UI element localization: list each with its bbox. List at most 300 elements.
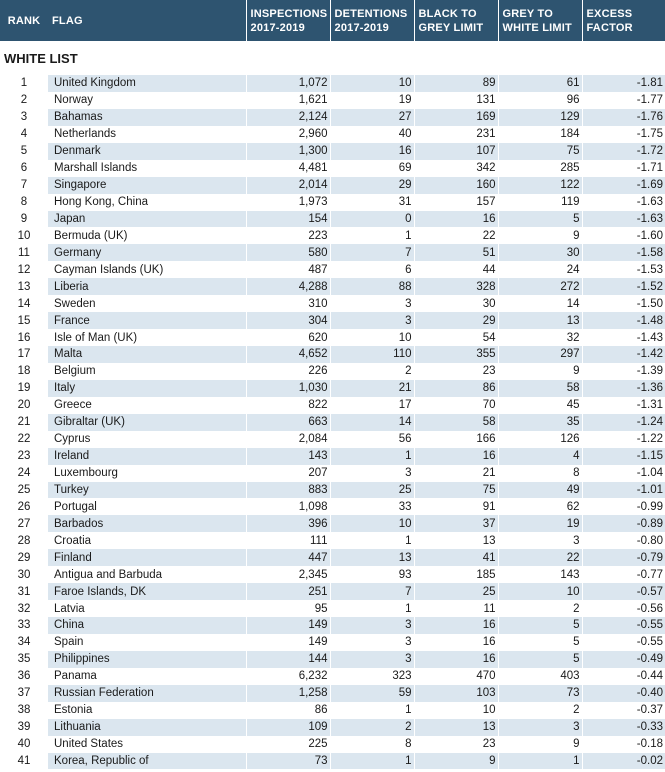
rank-cell: 38	[0, 702, 48, 719]
table-row	[0, 261, 665, 278]
grey-to-white-cell: 2	[498, 600, 582, 617]
inspections-cell: 822	[246, 397, 330, 414]
black-to-grey-cell: 16	[414, 211, 498, 228]
grey-to-white-cell: 119	[498, 194, 582, 211]
inspections-cell: 1,973	[246, 194, 330, 211]
inspections-cell: 487	[246, 261, 330, 278]
black-to-grey-cell: 160	[414, 177, 498, 194]
header-detentions-line1: DETENTIONS	[334, 7, 408, 20]
excess-factor-cell: -1.31	[582, 397, 665, 414]
grey-to-white-cell: 73	[498, 685, 582, 702]
detentions-cell: 29	[330, 177, 414, 194]
grey-to-white-cell: 19	[498, 515, 582, 532]
black-to-grey-cell: 16	[414, 651, 498, 668]
excess-factor-cell: -1.77	[582, 92, 665, 109]
table-row	[0, 736, 665, 753]
grey-to-white-cell: 61	[498, 75, 582, 92]
detentions-cell: 3	[330, 465, 414, 482]
flag-cell: Bahamas	[48, 109, 246, 126]
table-row	[0, 109, 665, 126]
detentions-cell: 25	[330, 482, 414, 499]
rank-cell: 21	[0, 414, 48, 431]
inspections-cell: 251	[246, 583, 330, 600]
rank-cell: 27	[0, 515, 48, 532]
excess-factor-cell: -1.58	[582, 244, 665, 261]
flag-cell: Latvia	[48, 600, 246, 617]
excess-factor-cell: -1.63	[582, 211, 665, 228]
table-row	[0, 465, 665, 482]
excess-factor-cell: -1.39	[582, 363, 665, 380]
header-black-to-grey-line1: BLACK TO	[418, 7, 477, 20]
table-row	[0, 532, 665, 549]
rank-cell: 23	[0, 448, 48, 465]
grey-to-white-cell: 24	[498, 261, 582, 278]
flag-cell: France	[48, 312, 246, 329]
grey-to-white-cell: 126	[498, 431, 582, 448]
excess-factor-cell: -0.33	[582, 719, 665, 736]
inspections-cell: 396	[246, 515, 330, 532]
rank-cell: 37	[0, 685, 48, 702]
rank-cell: 14	[0, 295, 48, 312]
black-to-grey-cell: 23	[414, 736, 498, 753]
flag-cell: United Kingdom	[48, 75, 246, 92]
flag-cell: Marshall Islands	[48, 160, 246, 177]
grey-to-white-cell: 4	[498, 448, 582, 465]
rank-cell: 25	[0, 482, 48, 499]
black-to-grey-cell: 75	[414, 482, 498, 499]
excess-factor-cell: -1.42	[582, 346, 665, 363]
detentions-cell: 21	[330, 380, 414, 397]
grey-to-white-cell: 35	[498, 414, 582, 431]
inspections-cell: 4,288	[246, 278, 330, 295]
grey-to-white-cell: 1	[498, 753, 582, 770]
excess-factor-cell: -1.76	[582, 109, 665, 126]
excess-factor-cell: -0.37	[582, 702, 665, 719]
table-row	[0, 143, 665, 160]
inspections-cell: 154	[246, 211, 330, 228]
table-row	[0, 498, 665, 515]
flag-cell: Barbados	[48, 515, 246, 532]
table-body	[0, 41, 665, 769]
excess-factor-cell: -0.77	[582, 566, 665, 583]
black-to-grey-cell: 355	[414, 346, 498, 363]
section-title: WHITE LIST	[0, 41, 665, 75]
inspections-cell: 310	[246, 295, 330, 312]
detentions-cell: 10	[330, 75, 414, 92]
table-row	[0, 634, 665, 651]
detentions-cell: 323	[330, 668, 414, 685]
detentions-cell: 8	[330, 736, 414, 753]
flag-cell: Singapore	[48, 177, 246, 194]
flag-cell: Malta	[48, 346, 246, 363]
inspections-cell: 663	[246, 414, 330, 431]
rank-cell: 5	[0, 143, 48, 160]
detentions-cell: 10	[330, 515, 414, 532]
grey-to-white-cell: 5	[498, 211, 582, 228]
rank-cell: 19	[0, 380, 48, 397]
inspections-cell: 1,072	[246, 75, 330, 92]
flag-cell: Belgium	[48, 363, 246, 380]
flag-cell: Korea, Republic of	[48, 753, 246, 770]
flag-cell: Panama	[48, 668, 246, 685]
table-header	[0, 0, 665, 41]
grey-to-white-cell: 5	[498, 651, 582, 668]
flag-cell: Antigua and Barbuda	[48, 566, 246, 583]
excess-factor-cell: -0.49	[582, 651, 665, 668]
detentions-cell: 1	[330, 753, 414, 770]
detentions-cell: 27	[330, 109, 414, 126]
excess-factor-cell: -1.24	[582, 414, 665, 431]
header-grey-to-white-line1: GREY TO	[502, 7, 554, 20]
inspections-cell: 73	[246, 753, 330, 770]
grey-to-white-cell: 45	[498, 397, 582, 414]
flag-cell: Croatia	[48, 532, 246, 549]
grey-to-white-cell: 5	[498, 617, 582, 634]
inspections-cell: 580	[246, 244, 330, 261]
table-row	[0, 363, 665, 380]
table-row	[0, 431, 665, 448]
excess-factor-cell: -1.60	[582, 227, 665, 244]
black-to-grey-cell: 9	[414, 753, 498, 770]
grey-to-white-cell: 143	[498, 566, 582, 583]
excess-factor-cell: -1.43	[582, 329, 665, 346]
black-to-grey-cell: 22	[414, 227, 498, 244]
rank-cell: 6	[0, 160, 48, 177]
flag-cell: Italy	[48, 380, 246, 397]
black-to-grey-cell: 44	[414, 261, 498, 278]
excess-factor-cell: -0.44	[582, 668, 665, 685]
excess-factor-cell: -1.81	[582, 75, 665, 92]
header-black-to-grey-line2: GREY LIMIT	[418, 21, 484, 34]
inspections-cell: 207	[246, 465, 330, 482]
excess-factor-cell: -1.50	[582, 295, 665, 312]
table-row	[0, 583, 665, 600]
grey-to-white-cell: 3	[498, 532, 582, 549]
flag-cell: Russian Federation	[48, 685, 246, 702]
header-excess-line2: FACTOR	[586, 21, 633, 34]
detentions-cell: 56	[330, 431, 414, 448]
grey-to-white-cell: 297	[498, 346, 582, 363]
header-excess-line1: EXCESS	[586, 7, 633, 20]
black-to-grey-cell: 23	[414, 363, 498, 380]
rank-cell: 2	[0, 92, 48, 109]
flag-cell: Finland	[48, 549, 246, 566]
rank-cell: 29	[0, 549, 48, 566]
inspections-cell: 4,652	[246, 346, 330, 363]
header-flag: FLAG	[48, 0, 246, 41]
detentions-cell: 14	[330, 414, 414, 431]
flag-cell: Faroe Islands, DK	[48, 583, 246, 600]
black-to-grey-cell: 13	[414, 532, 498, 549]
flag-cell: Philippines	[48, 651, 246, 668]
grey-to-white-cell: 285	[498, 160, 582, 177]
table-row	[0, 651, 665, 668]
excess-factor-cell: -1.36	[582, 380, 665, 397]
flag-cell: Gibraltar (UK)	[48, 414, 246, 431]
detentions-cell: 1	[330, 532, 414, 549]
inspections-cell: 2,084	[246, 431, 330, 448]
black-to-grey-cell: 231	[414, 126, 498, 143]
table-row	[0, 160, 665, 177]
excess-factor-cell: -0.57	[582, 583, 665, 600]
table-row	[0, 600, 665, 617]
excess-factor-cell: -0.80	[582, 532, 665, 549]
black-to-grey-cell: 169	[414, 109, 498, 126]
detentions-cell: 7	[330, 583, 414, 600]
flag-cell: Isle of Man (UK)	[48, 329, 246, 346]
inspections-cell: 1,621	[246, 92, 330, 109]
detentions-cell: 13	[330, 549, 414, 566]
black-to-grey-cell: 89	[414, 75, 498, 92]
detentions-cell: 3	[330, 634, 414, 651]
excess-factor-cell: -1.01	[582, 482, 665, 499]
grey-to-white-cell: 22	[498, 549, 582, 566]
black-to-grey-cell: 328	[414, 278, 498, 295]
flag-cell: Estonia	[48, 702, 246, 719]
excess-factor-cell: -1.52	[582, 278, 665, 295]
rank-cell: 32	[0, 600, 48, 617]
header-inspections-line2: 2017-2019	[250, 21, 305, 34]
inspections-cell: 6,232	[246, 668, 330, 685]
excess-factor-cell: -1.04	[582, 465, 665, 482]
black-to-grey-cell: 103	[414, 685, 498, 702]
rank-cell: 18	[0, 363, 48, 380]
rank-cell: 8	[0, 194, 48, 211]
flag-cell: Portugal	[48, 498, 246, 515]
flag-cell: Cyprus	[48, 431, 246, 448]
flag-cell: Liberia	[48, 278, 246, 295]
rank-cell: 12	[0, 261, 48, 278]
table-row	[0, 380, 665, 397]
excess-factor-cell: -1.53	[582, 261, 665, 278]
flag-cell: Norway	[48, 92, 246, 109]
black-to-grey-cell: 157	[414, 194, 498, 211]
inspections-cell: 304	[246, 312, 330, 329]
grey-to-white-cell: 8	[498, 465, 582, 482]
detentions-cell: 33	[330, 498, 414, 515]
detentions-cell: 7	[330, 244, 414, 261]
flag-cell: Turkey	[48, 482, 246, 499]
table-row	[0, 278, 665, 295]
inspections-cell: 620	[246, 329, 330, 346]
table-row	[0, 295, 665, 312]
inspections-cell: 144	[246, 651, 330, 668]
grey-to-white-cell: 184	[498, 126, 582, 143]
detentions-cell: 6	[330, 261, 414, 278]
grey-to-white-cell: 13	[498, 312, 582, 329]
table-row	[0, 414, 665, 431]
excess-factor-cell: -0.99	[582, 498, 665, 515]
flag-cell: Sweden	[48, 295, 246, 312]
flag-cell: Japan	[48, 211, 246, 228]
detentions-cell: 16	[330, 143, 414, 160]
table-row	[0, 397, 665, 414]
rank-cell: 22	[0, 431, 48, 448]
black-to-grey-cell: 29	[414, 312, 498, 329]
table-row	[0, 719, 665, 736]
detentions-cell: 0	[330, 211, 414, 228]
grey-to-white-cell: 122	[498, 177, 582, 194]
inspections-cell: 1,258	[246, 685, 330, 702]
grey-to-white-cell: 9	[498, 736, 582, 753]
grey-to-white-cell: 5	[498, 634, 582, 651]
rank-cell: 41	[0, 753, 48, 770]
rank-cell: 1	[0, 75, 48, 92]
inspections-cell: 143	[246, 448, 330, 465]
header-detentions-line2: 2017-2019	[334, 21, 389, 34]
detentions-cell: 3	[330, 617, 414, 634]
flag-cell: Bermuda (UK)	[48, 227, 246, 244]
inspections-cell: 149	[246, 617, 330, 634]
header-inspections-line1: INSPECTIONS	[250, 7, 328, 20]
detentions-cell: 88	[330, 278, 414, 295]
detentions-cell: 1	[330, 227, 414, 244]
inspections-cell: 109	[246, 719, 330, 736]
table-row	[0, 244, 665, 261]
black-to-grey-cell: 16	[414, 634, 498, 651]
rank-cell: 33	[0, 617, 48, 634]
flag-cell: Ireland	[48, 448, 246, 465]
inspections-cell: 111	[246, 532, 330, 549]
excess-factor-cell: -1.72	[582, 143, 665, 160]
black-to-grey-cell: 11	[414, 600, 498, 617]
black-to-grey-cell: 10	[414, 702, 498, 719]
table-row	[0, 329, 665, 346]
excess-factor-cell: -1.69	[582, 177, 665, 194]
rank-cell: 28	[0, 532, 48, 549]
excess-factor-cell: -0.55	[582, 617, 665, 634]
black-to-grey-cell: 342	[414, 160, 498, 177]
table-row	[0, 566, 665, 583]
inspections-cell: 1,030	[246, 380, 330, 397]
flag-cell: China	[48, 617, 246, 634]
detentions-cell: 40	[330, 126, 414, 143]
excess-factor-cell: -1.22	[582, 431, 665, 448]
table-row	[0, 617, 665, 634]
black-to-grey-cell: 41	[414, 549, 498, 566]
black-to-grey-cell: 70	[414, 397, 498, 414]
header-inspections	[246, 0, 330, 41]
rank-cell: 39	[0, 719, 48, 736]
excess-factor-cell: -1.71	[582, 160, 665, 177]
table-row	[0, 668, 665, 685]
excess-factor-cell: -0.89	[582, 515, 665, 532]
header-grey-to-white-line2: WHITE LIMIT	[502, 21, 572, 34]
table-row	[0, 549, 665, 566]
flag-cell: Netherlands	[48, 126, 246, 143]
black-to-grey-cell: 166	[414, 431, 498, 448]
rank-cell: 11	[0, 244, 48, 261]
detentions-cell: 1	[330, 702, 414, 719]
header-detentions	[330, 0, 414, 41]
black-to-grey-cell: 107	[414, 143, 498, 160]
detentions-cell: 1	[330, 448, 414, 465]
detentions-cell: 3	[330, 651, 414, 668]
inspections-cell: 4,481	[246, 160, 330, 177]
detentions-cell: 17	[330, 397, 414, 414]
flag-cell: Greece	[48, 397, 246, 414]
grey-to-white-cell: 129	[498, 109, 582, 126]
flag-cell: Luxembourg	[48, 465, 246, 482]
detentions-cell: 59	[330, 685, 414, 702]
flag-cell: Cayman Islands (UK)	[48, 261, 246, 278]
detentions-cell: 10	[330, 329, 414, 346]
excess-factor-cell: -0.40	[582, 685, 665, 702]
rank-cell: 3	[0, 109, 48, 126]
rank-cell: 4	[0, 126, 48, 143]
rank-cell: 24	[0, 465, 48, 482]
inspections-cell: 2,124	[246, 109, 330, 126]
grey-to-white-cell: 96	[498, 92, 582, 109]
grey-to-white-cell: 403	[498, 668, 582, 685]
rank-cell: 35	[0, 651, 48, 668]
flag-cell: Germany	[48, 244, 246, 261]
table-row	[0, 702, 665, 719]
table-row	[0, 194, 665, 211]
flag-cell: Denmark	[48, 143, 246, 160]
grey-to-white-cell: 32	[498, 329, 582, 346]
table-row	[0, 227, 665, 244]
rank-cell: 16	[0, 329, 48, 346]
rank-cell: 20	[0, 397, 48, 414]
rank-cell: 7	[0, 177, 48, 194]
inspections-cell: 226	[246, 363, 330, 380]
rank-cell: 9	[0, 211, 48, 228]
excess-factor-cell: -1.75	[582, 126, 665, 143]
rank-cell: 31	[0, 583, 48, 600]
table-row	[0, 346, 665, 363]
inspections-cell: 447	[246, 549, 330, 566]
black-to-grey-cell: 30	[414, 295, 498, 312]
detentions-cell: 2	[330, 363, 414, 380]
flag-cell: United States	[48, 736, 246, 753]
rank-cell: 36	[0, 668, 48, 685]
grey-to-white-cell: 75	[498, 143, 582, 160]
excess-factor-cell: -1.63	[582, 194, 665, 211]
black-to-grey-cell: 37	[414, 515, 498, 532]
rank-cell: 15	[0, 312, 48, 329]
detentions-cell: 110	[330, 346, 414, 363]
detentions-cell: 19	[330, 92, 414, 109]
excess-factor-cell: -1.15	[582, 448, 665, 465]
rank-cell: 34	[0, 634, 48, 651]
rank-cell: 17	[0, 346, 48, 363]
table-row	[0, 312, 665, 329]
grey-to-white-cell: 49	[498, 482, 582, 499]
black-to-grey-cell: 470	[414, 668, 498, 685]
grey-to-white-cell: 62	[498, 498, 582, 515]
header-black-to-grey	[414, 0, 498, 41]
detentions-cell: 3	[330, 295, 414, 312]
detentions-cell: 31	[330, 194, 414, 211]
grey-to-white-cell: 272	[498, 278, 582, 295]
table-row	[0, 126, 665, 143]
table-row	[0, 75, 665, 92]
table-row	[0, 177, 665, 194]
inspections-cell: 2,960	[246, 126, 330, 143]
grey-to-white-cell: 9	[498, 227, 582, 244]
grey-to-white-cell: 30	[498, 244, 582, 261]
inspections-cell: 225	[246, 736, 330, 753]
rank-cell: 26	[0, 498, 48, 515]
header-grey-to-white	[498, 0, 582, 41]
inspections-cell: 2,014	[246, 177, 330, 194]
black-to-grey-cell: 58	[414, 414, 498, 431]
flag-cell: Lithuania	[48, 719, 246, 736]
grey-to-white-cell: 2	[498, 702, 582, 719]
inspections-cell: 883	[246, 482, 330, 499]
black-to-grey-cell: 131	[414, 92, 498, 109]
